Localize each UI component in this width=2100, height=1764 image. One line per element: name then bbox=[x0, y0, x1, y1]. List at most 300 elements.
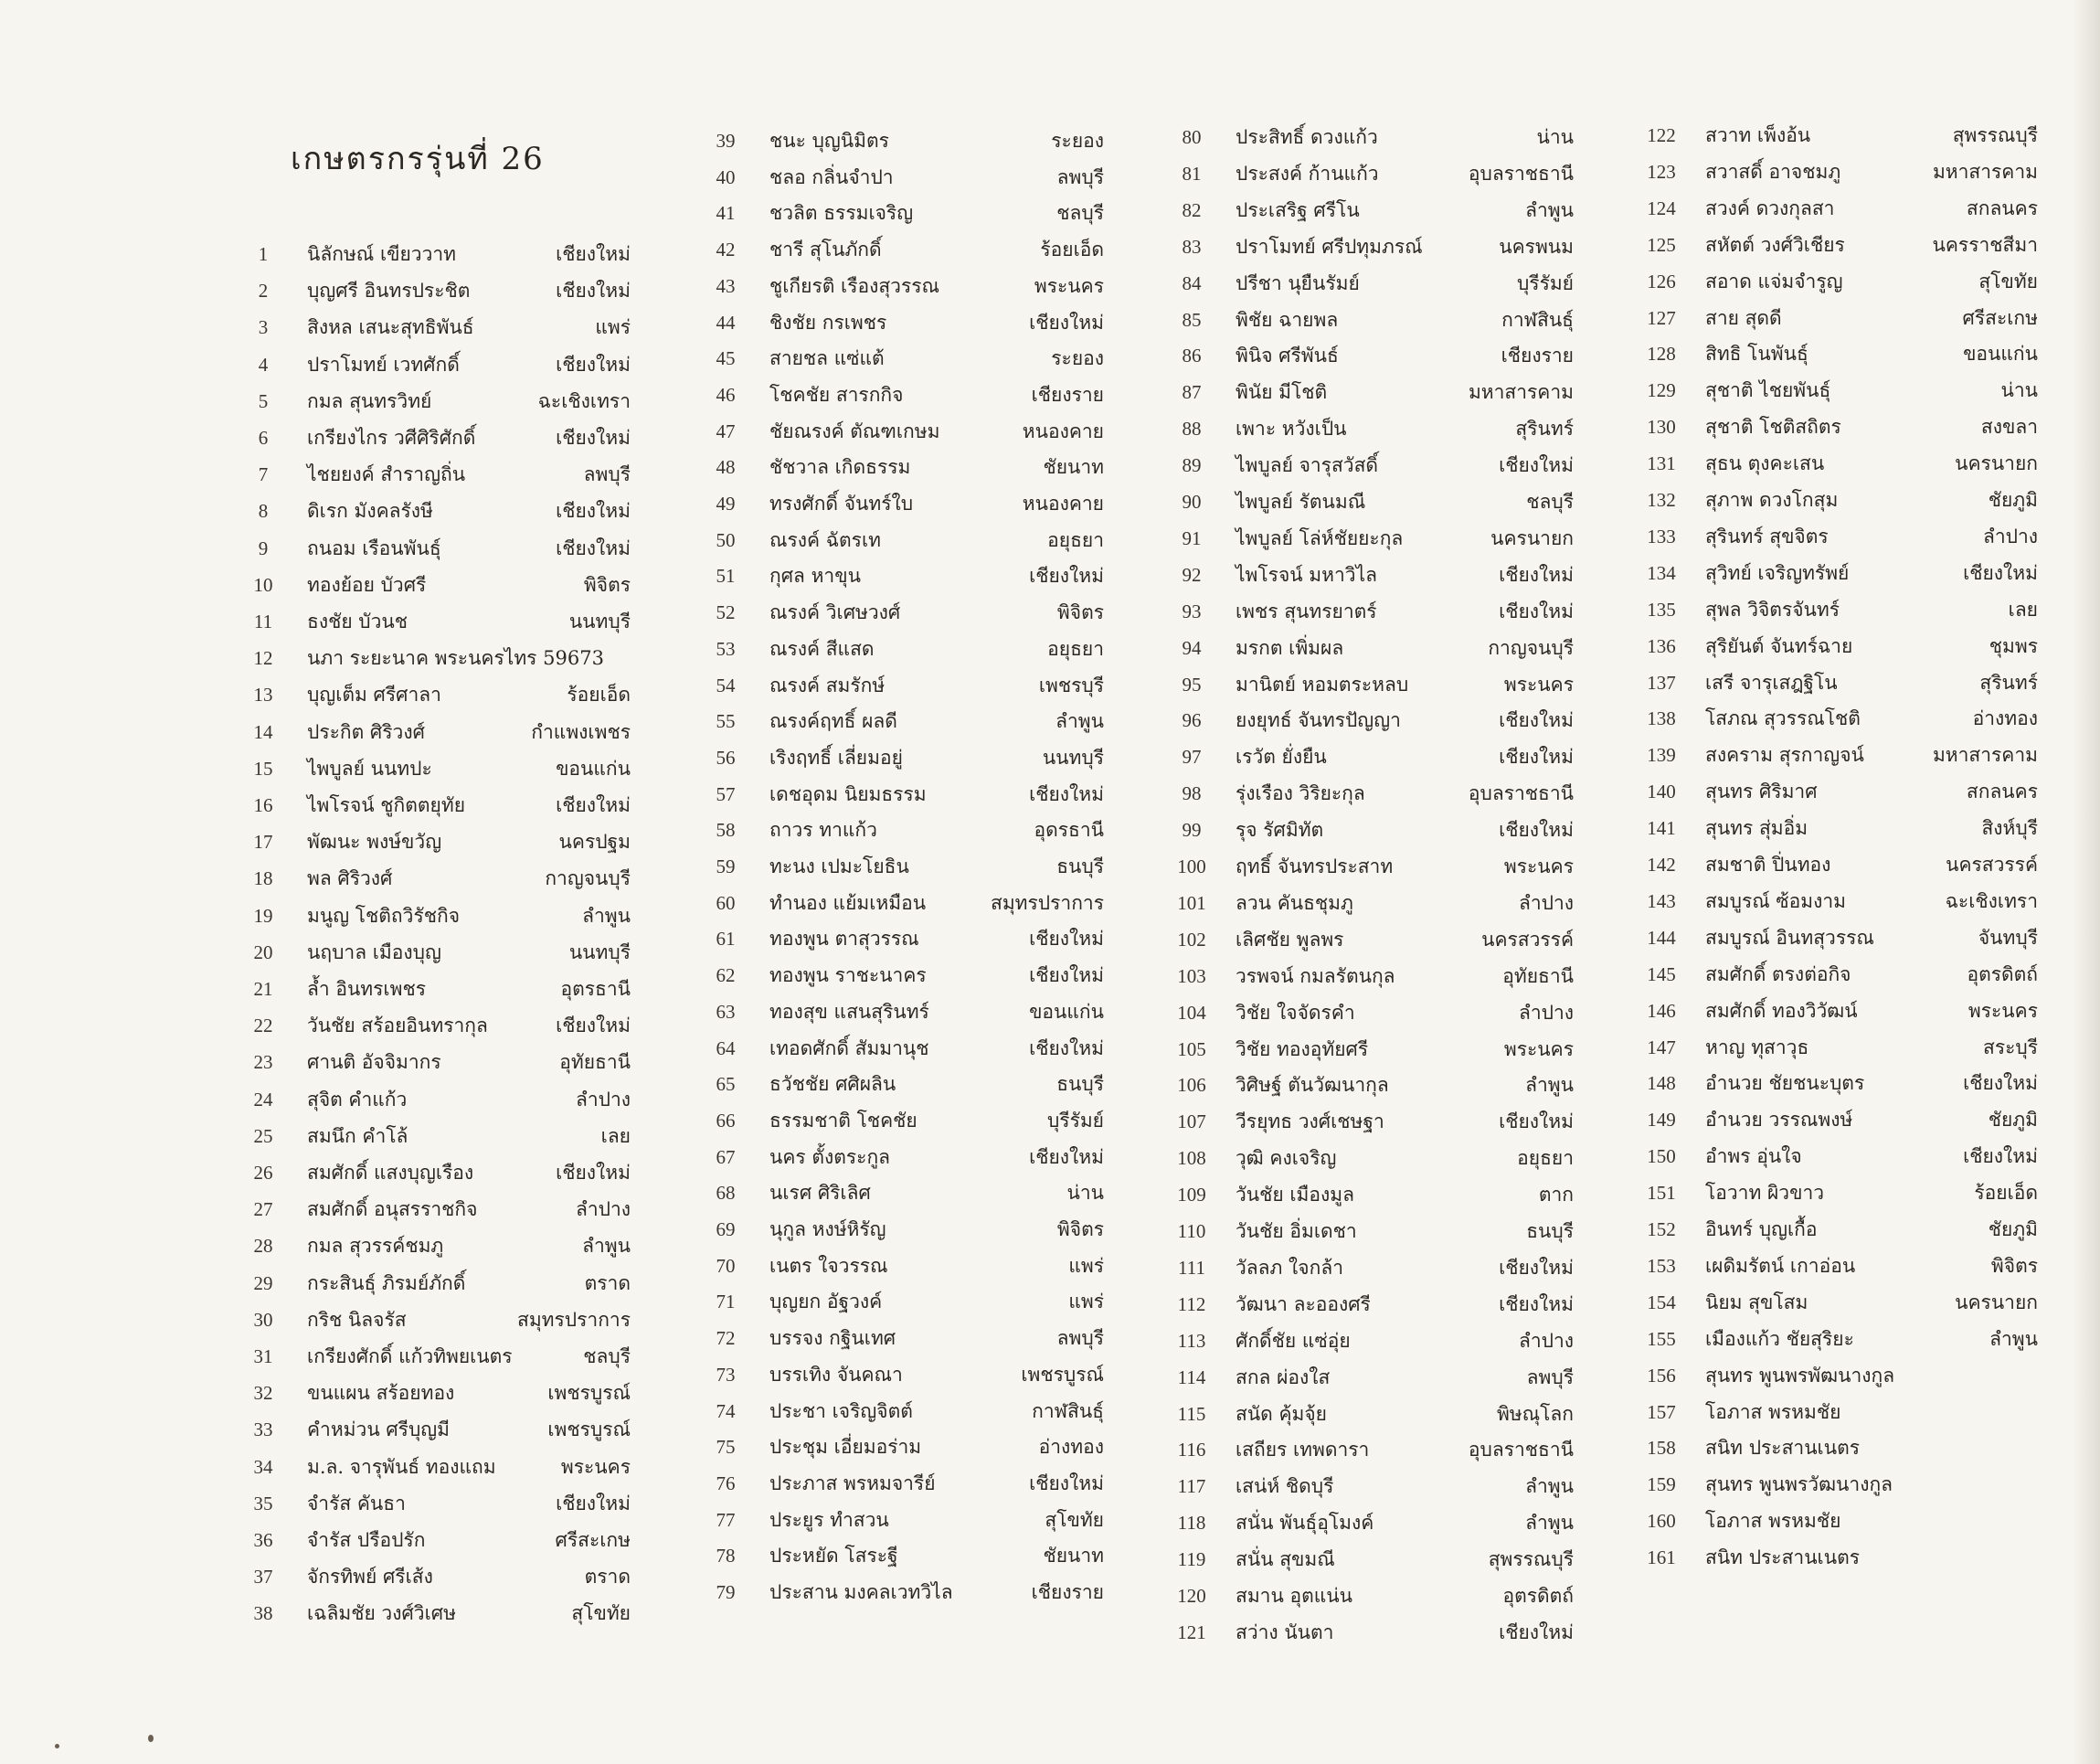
list-item bbox=[1634, 263, 2038, 300]
list-item bbox=[236, 1081, 631, 1118]
list-item bbox=[1634, 1211, 2038, 1248]
farmer-name: สุจิต คำแก้ว bbox=[307, 1088, 408, 1110]
list-item bbox=[1634, 190, 2038, 227]
entry-number: 18 bbox=[253, 867, 273, 890]
farmer-name: เฉลิมชัย วงศ์วิเศษ bbox=[307, 1602, 456, 1625]
province: เชียงใหม่ bbox=[1499, 819, 1574, 842]
entry-number: 87 bbox=[1182, 381, 1202, 404]
farmer-name: สอาด แจ่มจำรูญ bbox=[1705, 270, 1843, 292]
entry-number: 129 bbox=[1647, 379, 1676, 402]
list-item bbox=[1634, 1138, 2038, 1174]
entry-number: 147 bbox=[1647, 1036, 1676, 1058]
province: อุทัยธานี bbox=[1502, 964, 1574, 987]
list-item bbox=[236, 1227, 631, 1264]
province: ธนบุรี bbox=[1526, 1220, 1574, 1242]
province: นครนายก bbox=[1955, 452, 2038, 475]
list-item bbox=[1164, 739, 1574, 775]
farmer-name: สมบูรณ์ อินทสุวรรณ bbox=[1705, 926, 1874, 949]
list-item bbox=[1634, 956, 2038, 993]
list-item bbox=[1634, 518, 2038, 555]
entry-number: 124 bbox=[1647, 197, 1676, 219]
province: เชียงใหม่ bbox=[1963, 1145, 2038, 1168]
entry-number: 10 bbox=[253, 573, 273, 596]
entry-number: 54 bbox=[716, 674, 736, 696]
list-item bbox=[236, 824, 631, 860]
entry-number: 76 bbox=[716, 1472, 736, 1494]
entry-number: 106 bbox=[1177, 1074, 1206, 1097]
farmer-name: ประหยัด โสระฐี bbox=[769, 1545, 898, 1567]
list-item bbox=[236, 493, 631, 529]
farmer-name: สุนทร พูนพรพัฒนางกูล bbox=[1705, 1364, 1895, 1387]
list-item bbox=[236, 714, 631, 750]
province: ศรีสะเกษ bbox=[555, 1529, 631, 1551]
list-item bbox=[236, 1007, 631, 1044]
farmer-name: สวาสดิ์ อาจชมภู bbox=[1705, 160, 1841, 183]
name-column-4 bbox=[1634, 0, 2038, 1764]
farmer-name: อำพร อุ่นใจ bbox=[1705, 1145, 1802, 1168]
entry-number: 64 bbox=[716, 1036, 736, 1059]
farmer-name: ถนอม เรือนพันธุ์ bbox=[307, 537, 441, 559]
province: ลำปาง bbox=[1982, 525, 2038, 547]
farmer-name: สมศักดิ์ อนุสรราชกิจ bbox=[307, 1198, 478, 1221]
list-item bbox=[1634, 555, 2038, 591]
province: น่าน bbox=[1066, 1182, 1104, 1205]
farmer-name: กมล สุนทรวิทย์ bbox=[307, 389, 432, 412]
farmer-name: เดชอุดม นิยมธรรม bbox=[769, 782, 927, 805]
list-item bbox=[1164, 1176, 1574, 1213]
farmer-name: สวาท เพ็งอ้น bbox=[1705, 124, 1811, 146]
entry-number: 104 bbox=[1177, 1001, 1206, 1024]
farmer-name: สุชาติ ไชยพันธุ์ bbox=[1705, 379, 1831, 402]
entry-number: 69 bbox=[716, 1218, 736, 1240]
list-item bbox=[1164, 192, 1574, 228]
farmer-name: สาย สุดดี bbox=[1705, 306, 1782, 329]
farmer-name: โอภาส พรหมชัย bbox=[1705, 1400, 1841, 1423]
province: เลย bbox=[2008, 598, 2038, 621]
list-item bbox=[1164, 1614, 1574, 1651]
list-item bbox=[1164, 1396, 1574, 1432]
farmer-name: ชลอ กลิ่นจำปา bbox=[769, 165, 894, 188]
farmer-name: โอวาท ผิวขาว bbox=[1705, 1182, 1825, 1205]
list-item bbox=[1164, 1504, 1574, 1541]
entry-number: 92 bbox=[1182, 563, 1202, 586]
farmer-name: ประสงค์ ก้านแก้ว bbox=[1236, 162, 1379, 185]
list-item bbox=[1164, 337, 1574, 374]
farmer-name: สนั่น พันธุ์อุโมงค์ bbox=[1236, 1512, 1374, 1535]
entry-number: 122 bbox=[1647, 124, 1676, 146]
province: เชียงใหม่ bbox=[556, 1492, 631, 1514]
list-item bbox=[698, 122, 1104, 159]
page-edge-shadow bbox=[2073, 0, 2100, 1764]
farmer-name: ธงชัย บัวนช bbox=[307, 611, 408, 632]
farmer-name: บรรจง กฐินเทศ bbox=[769, 1327, 896, 1350]
province: ร้อยเอ็ด bbox=[1974, 1182, 2038, 1205]
province: พิจิตร bbox=[1990, 1254, 2038, 1277]
list-item bbox=[698, 1574, 1104, 1610]
list-item bbox=[698, 449, 1104, 485]
farmer-name: จักรทิพย์ ศรีเส้ง bbox=[307, 1566, 433, 1589]
province: สุโขทัย bbox=[1045, 1508, 1104, 1531]
list-item bbox=[698, 1537, 1104, 1574]
farmer-name: ทองพูน ตาสุวรรณ bbox=[769, 928, 919, 951]
province: ฉะเชิงเทรา bbox=[537, 389, 631, 412]
province: ลำพูน bbox=[1525, 198, 1574, 221]
list-item bbox=[1164, 302, 1574, 338]
list-item bbox=[1634, 1248, 2038, 1284]
entry-number: 19 bbox=[253, 904, 273, 927]
farmer-name: ศักดิ์ชัย แซ่อุ่ย bbox=[1236, 1329, 1351, 1352]
farmer-name: พินัย มีโชติ bbox=[1236, 381, 1328, 404]
province: พระนคร bbox=[1503, 673, 1574, 696]
province: กาฬสินธุ์ bbox=[1501, 308, 1574, 331]
farmer-name: สหัตต์ วงศ์วิเชียร bbox=[1705, 233, 1845, 256]
province: สมุทรปราการ bbox=[991, 891, 1104, 914]
farmer-name: ศานติ อัจจิมากร bbox=[307, 1051, 441, 1074]
province: เชียงใหม่ bbox=[1499, 746, 1574, 769]
farmer-name: ชัชวาล เกิดธรรม bbox=[769, 456, 911, 479]
farmer-name: สุชาติ โชติสถิตร bbox=[1705, 416, 1841, 439]
farmer-name: ยงยุทธ์ จันทรปัญญา bbox=[1236, 709, 1401, 732]
list-item bbox=[698, 1174, 1104, 1211]
province: ศรีสะเกษ bbox=[1962, 306, 2038, 329]
entry-number: 34 bbox=[253, 1455, 273, 1478]
list-item bbox=[236, 236, 631, 272]
list-item bbox=[1164, 1140, 1574, 1176]
entry-number: 6 bbox=[258, 427, 269, 449]
entry-number: 25 bbox=[253, 1124, 273, 1147]
farmer-name: พินิจ ศรีพันธ์ bbox=[1236, 345, 1339, 367]
entry-number: 70 bbox=[716, 1254, 736, 1277]
province: ลำพูน bbox=[582, 1235, 631, 1258]
list-item bbox=[236, 1485, 631, 1522]
entry-number: 103 bbox=[1177, 964, 1206, 987]
list-item bbox=[236, 971, 631, 1007]
farmer-name: วันชัย อิ่มเดชา bbox=[1236, 1220, 1357, 1242]
province: เชียงใหม่ bbox=[556, 353, 631, 376]
entry-number: 53 bbox=[716, 637, 736, 660]
province: เชียงใหม่ bbox=[1499, 563, 1574, 586]
list-item bbox=[1634, 846, 2038, 883]
entry-number: 146 bbox=[1647, 999, 1676, 1022]
list-item bbox=[1634, 737, 2038, 773]
entry-number: 30 bbox=[253, 1308, 273, 1331]
entry-number: 136 bbox=[1647, 634, 1676, 657]
province: นครพนม bbox=[1499, 235, 1574, 258]
province: ลำพูน bbox=[1989, 1327, 2038, 1350]
entry-number: 131 bbox=[1647, 452, 1676, 475]
province: นนทบุรี bbox=[568, 611, 631, 632]
farmer-name: สนิท ประสานเนตร bbox=[1705, 1437, 1860, 1460]
entry-number: 47 bbox=[716, 420, 736, 442]
province: สงขลา bbox=[1980, 416, 2038, 439]
province: สุรินทร์ bbox=[1979, 671, 2038, 694]
farmer-name: ถาวร ทาแก้ว bbox=[769, 819, 877, 842]
province: สุรินทร์ bbox=[1515, 418, 1574, 441]
province: ลำพูน bbox=[582, 904, 631, 927]
province: เชียงราย bbox=[1031, 383, 1104, 406]
farmer-name: ล้ำ อินทรเพชร bbox=[307, 978, 426, 1000]
entry-number: 66 bbox=[716, 1109, 736, 1132]
list-item bbox=[698, 1465, 1104, 1502]
list-item bbox=[698, 1102, 1104, 1139]
province: ระยอง bbox=[1051, 130, 1104, 152]
list-item bbox=[1634, 628, 2038, 664]
entry-number: 150 bbox=[1647, 1145, 1676, 1168]
entry-number: 43 bbox=[716, 274, 736, 297]
province: กาญจนบุรี bbox=[545, 867, 631, 890]
list-item bbox=[698, 885, 1104, 921]
farmer-name: บุญยก อัฐวงค์ bbox=[769, 1291, 883, 1313]
list-item bbox=[1634, 1503, 2038, 1539]
list-item bbox=[698, 920, 1104, 957]
entry-number: 77 bbox=[716, 1508, 736, 1531]
list-item bbox=[698, 377, 1104, 413]
farmer-name: เรวัต ยั่งยืน bbox=[1236, 746, 1327, 769]
list-item bbox=[1164, 593, 1574, 630]
province: ชัยภูมิ bbox=[1988, 1218, 2038, 1240]
province: นครนายก bbox=[1490, 526, 1574, 549]
entry-number: 96 bbox=[1182, 709, 1202, 732]
province: เชียงใหม่ bbox=[1963, 561, 2038, 584]
farmer-name: ปราโมทย์ ศรีปทุมภรณ์ bbox=[1236, 235, 1423, 258]
list-item bbox=[236, 1118, 631, 1154]
entry-number: 46 bbox=[716, 383, 736, 406]
entry-number: 105 bbox=[1177, 1037, 1206, 1060]
farmer-name: สมาน อุตแน่น bbox=[1236, 1585, 1352, 1607]
list-item bbox=[698, 231, 1104, 268]
entry-number: 119 bbox=[1177, 1548, 1206, 1571]
entry-number: 79 bbox=[716, 1581, 736, 1603]
farmer-name: สิทธิ โนพันธุ์ bbox=[1705, 343, 1808, 366]
province: สระบุรี bbox=[1983, 1036, 2038, 1058]
farmer-name: จำรัส ปรือปรัก bbox=[307, 1529, 426, 1551]
entry-number: 59 bbox=[716, 855, 736, 877]
farmer-name: โชคชัย สารกกิจ bbox=[769, 383, 904, 406]
farmer-name: ประยูร ทำสวน bbox=[769, 1508, 889, 1531]
list-item bbox=[698, 1320, 1104, 1356]
list-item bbox=[1164, 557, 1574, 593]
entry-number: 4 bbox=[258, 353, 269, 376]
entry-number: 20 bbox=[253, 940, 273, 963]
entry-number: 158 bbox=[1647, 1437, 1676, 1460]
name-column-2 bbox=[698, 0, 1104, 1764]
province: อุบลราชธานี bbox=[1468, 1439, 1574, 1461]
entry-number: 63 bbox=[716, 1000, 736, 1023]
entry-number: 153 bbox=[1647, 1254, 1676, 1277]
list-item bbox=[236, 346, 631, 383]
entry-number: 35 bbox=[253, 1492, 273, 1514]
farmer-name: สุพล วิจิตรจันทร์ bbox=[1705, 598, 1840, 621]
entry-number: 93 bbox=[1182, 600, 1202, 622]
province: พระนคร bbox=[1503, 855, 1574, 877]
province: ร้อยเอ็ด bbox=[1040, 239, 1104, 261]
entry-number: 154 bbox=[1647, 1291, 1676, 1313]
entry-number: 108 bbox=[1177, 1147, 1206, 1170]
list-item bbox=[1634, 993, 2038, 1029]
farmer-name: ชนะ บุญนิมิตร bbox=[769, 130, 889, 152]
farmer-name: ชัยณรงค์ ตัณฑเกษม bbox=[769, 420, 940, 442]
entry-number: 111 bbox=[1178, 1256, 1205, 1279]
list-item bbox=[698, 703, 1104, 739]
entry-number: 91 bbox=[1182, 526, 1202, 549]
entry-number: 141 bbox=[1647, 817, 1676, 840]
entry-number: 36 bbox=[253, 1529, 273, 1551]
province: ชัยภูมิ bbox=[1988, 1109, 2038, 1132]
province: เชียงใหม่ bbox=[1499, 1256, 1574, 1279]
entry-number: 42 bbox=[716, 239, 736, 261]
province: อยุธยา bbox=[1047, 637, 1104, 660]
farmer-name: ประภาส พรหมจารีย์ bbox=[769, 1472, 936, 1494]
province: ชัยนาท bbox=[1043, 456, 1104, 479]
farmer-name: วัลลภ ใจกล้า bbox=[1236, 1256, 1343, 1279]
entry-number: 95 bbox=[1182, 673, 1202, 696]
province: เชียงใหม่ bbox=[1029, 1036, 1104, 1059]
list-item bbox=[1164, 1103, 1574, 1140]
farmer-name: ทองย้อย บัวศรี bbox=[307, 573, 427, 596]
farmer-name: ประสิทธิ์ ดวงแก้ว bbox=[1236, 126, 1378, 148]
farmer-name: บุญศรี อินทรประชิต bbox=[307, 280, 471, 303]
entry-number: 75 bbox=[716, 1436, 736, 1459]
entry-number: 74 bbox=[716, 1399, 736, 1422]
list-item bbox=[1164, 1067, 1574, 1103]
farmer-name: กุศล หาขุน bbox=[769, 565, 861, 588]
farmer-name: เทอดศักดิ์ สัมมานุช bbox=[769, 1036, 929, 1059]
list-item bbox=[1634, 409, 2038, 445]
farmer-name: เผดิมรัตน์ เกาอ่อน bbox=[1705, 1254, 1856, 1277]
list-item bbox=[1634, 154, 2038, 190]
list-item bbox=[1634, 883, 2038, 919]
province: ลำปาง bbox=[575, 1198, 631, 1221]
farmer-name: ประเสริฐ ศรีโน bbox=[1236, 198, 1360, 221]
farmer-name: นุกูล หงษ์หิรัญ bbox=[769, 1218, 886, 1240]
entry-number: 68 bbox=[716, 1182, 736, 1205]
farmer-name: โอภาส พรหมชัย bbox=[1705, 1510, 1841, 1533]
farmer-name: ชารี สุโนภักดิ์ bbox=[769, 239, 882, 261]
farmer-name: ทะนง เปมะโยธิน bbox=[769, 855, 909, 877]
farmer-name: วิศิษฐ์ ตันวัฒนากุล bbox=[1236, 1074, 1389, 1097]
province: ลำปาง bbox=[575, 1088, 631, 1110]
list-item bbox=[698, 304, 1104, 341]
farmer-name: เริงฤทธิ์ เลี่ยมอยู่ bbox=[769, 746, 903, 769]
farmer-name: ณรงค์ สีแสด bbox=[769, 637, 875, 660]
entry-number: 88 bbox=[1182, 418, 1202, 441]
farmer-name: สุวิทย์ เจริญทรัพย์ bbox=[1705, 561, 1850, 584]
province: อุบลราชธานี bbox=[1468, 782, 1574, 805]
list-item bbox=[698, 667, 1104, 704]
list-item bbox=[236, 1375, 631, 1411]
entry-number: 27 bbox=[253, 1198, 273, 1221]
farmer-name: สุริยันต์ จันทร์ฉาย bbox=[1705, 634, 1853, 657]
list-item bbox=[236, 934, 631, 971]
list-item bbox=[1164, 1286, 1574, 1323]
farmer-name: จำรัส คันธา bbox=[307, 1492, 406, 1514]
farmer-name: อำนวย วรรณพงษ์ bbox=[1705, 1109, 1853, 1132]
entry-number: 132 bbox=[1647, 489, 1676, 511]
province: ชลบุรี bbox=[583, 1345, 631, 1367]
entry-number: 149 bbox=[1647, 1109, 1676, 1132]
farmer-name: ชิงชัย กรเพชร bbox=[769, 311, 887, 334]
farmer-name: นคร ตั้งตระกูล bbox=[769, 1145, 891, 1168]
farmer-name: นิยม สุขโสม bbox=[1705, 1291, 1808, 1313]
entry-number: 83 bbox=[1182, 235, 1202, 258]
entry-number: 135 bbox=[1647, 598, 1676, 621]
farmer-name: เกรียงไกร วศีศิริศักดิ์ bbox=[307, 427, 476, 449]
province: ลำพูน bbox=[1055, 710, 1104, 733]
list-item bbox=[1164, 1578, 1574, 1614]
entry-number: 100 bbox=[1177, 855, 1206, 877]
province: อ่างทอง bbox=[1972, 707, 2038, 730]
entry-number: 67 bbox=[716, 1145, 736, 1168]
entry-number: 161 bbox=[1647, 1546, 1676, 1569]
entry-number: 33 bbox=[253, 1419, 273, 1441]
province: ชุมพร bbox=[1989, 634, 2038, 657]
farmer-name: สุภาพ ดวงโกสุม bbox=[1705, 489, 1839, 511]
entry-number: 40 bbox=[716, 165, 736, 188]
entry-number: 13 bbox=[253, 684, 273, 707]
list-item bbox=[698, 195, 1104, 231]
entry-number: 49 bbox=[716, 493, 736, 515]
list-item bbox=[698, 1283, 1104, 1320]
entry-number: 44 bbox=[716, 311, 736, 334]
entry-number: 15 bbox=[253, 757, 273, 780]
province: กาญจนบุรี bbox=[1488, 636, 1574, 659]
list-item bbox=[698, 1139, 1104, 1175]
farmer-name: วีรยุทธ วงศ์เชษฐา bbox=[1236, 1110, 1384, 1133]
list-item bbox=[1164, 848, 1574, 885]
farmer-name: นภา ระยะนาค พระนครไทร 59673 bbox=[307, 647, 604, 670]
entry-number: 90 bbox=[1182, 491, 1202, 513]
entry-number: 89 bbox=[1182, 454, 1202, 477]
province: ตราด bbox=[584, 1566, 631, 1589]
entry-number: 115 bbox=[1177, 1402, 1206, 1425]
entry-number: 81 bbox=[1182, 162, 1202, 185]
entry-number: 128 bbox=[1647, 343, 1676, 366]
province: อ่างทอง bbox=[1038, 1436, 1104, 1459]
list-item bbox=[1634, 1065, 2038, 1101]
province: ลำพูน bbox=[1525, 1512, 1574, 1535]
province: เชียงใหม่ bbox=[1029, 928, 1104, 951]
entry-number: 2 bbox=[258, 280, 269, 303]
list-item bbox=[1164, 630, 1574, 666]
province: เชียงใหม่ bbox=[1029, 565, 1104, 588]
farmer-name: อำนวย ชัยชนะบุตร bbox=[1705, 1072, 1865, 1095]
province: เพชรบุรี bbox=[1038, 674, 1104, 696]
list-item bbox=[698, 739, 1104, 776]
entry-number: 152 bbox=[1647, 1218, 1676, 1240]
province: สมุทรปราการ bbox=[517, 1308, 631, 1331]
province: มหาสารคาม bbox=[1932, 160, 2038, 183]
province: ลำพูน bbox=[1525, 1475, 1574, 1498]
province: ลพบุรี bbox=[1526, 1366, 1574, 1388]
entry-number: 98 bbox=[1182, 782, 1202, 805]
province: อุดรธานี bbox=[1034, 819, 1104, 842]
name-column-3 bbox=[1164, 0, 1574, 1764]
entry-number: 112 bbox=[1177, 1292, 1206, 1315]
entry-number: 82 bbox=[1182, 198, 1202, 221]
farmer-name: สกล ผ่องใส bbox=[1236, 1366, 1331, 1388]
farmer-name: เพาะ หวังเป็น bbox=[1236, 418, 1347, 441]
entry-number: 7 bbox=[258, 463, 269, 486]
farmer-name: อินทร์ บุญเกื้อ bbox=[1705, 1218, 1818, 1240]
entry-number: 130 bbox=[1647, 416, 1676, 439]
entry-number: 144 bbox=[1647, 926, 1676, 949]
list-item bbox=[236, 1338, 631, 1375]
list-item bbox=[1634, 773, 2038, 810]
farmer-name: สายชล แซ่แต้ bbox=[769, 347, 885, 370]
entry-number: 101 bbox=[1177, 891, 1206, 914]
list-item bbox=[1634, 919, 2038, 956]
list-item bbox=[1634, 1539, 2038, 1576]
